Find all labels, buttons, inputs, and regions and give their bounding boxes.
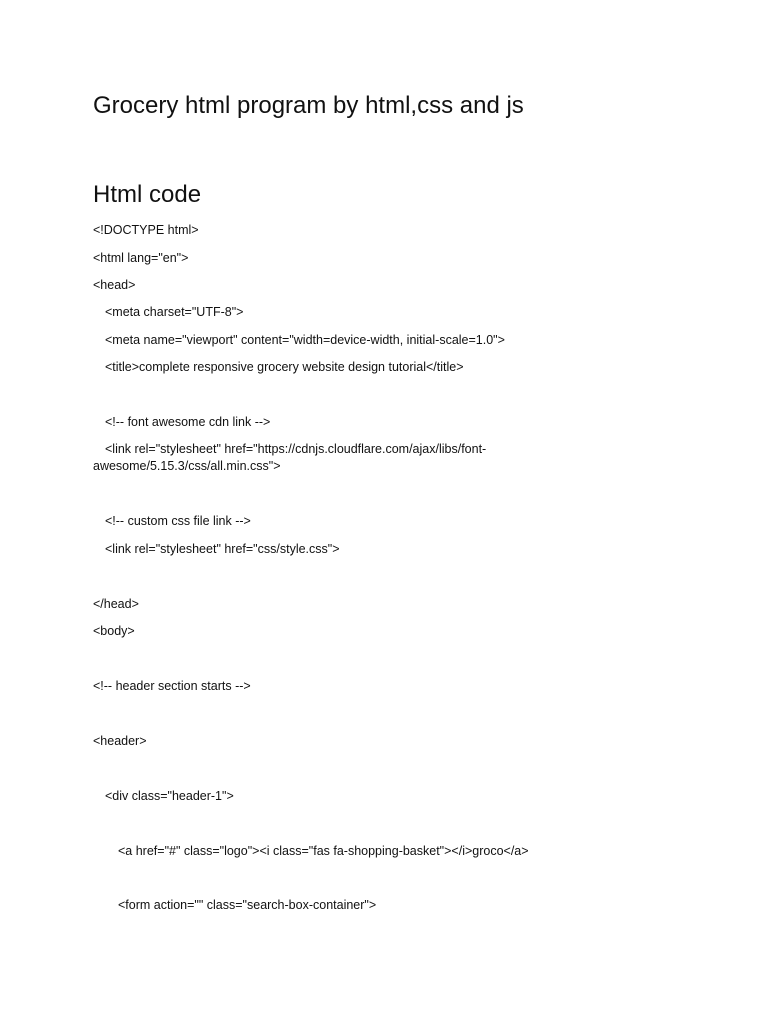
code-line: <!-- header section starts --> xyxy=(93,679,251,693)
code-line: awesome/5.15.3/css/all.min.css"> xyxy=(93,459,281,473)
code-line: <html lang="en"> xyxy=(93,251,189,265)
code-line: <!-- font awesome cdn link --> xyxy=(105,415,271,429)
code-line: </head> xyxy=(93,597,139,611)
code-line: <!DOCTYPE html> xyxy=(93,223,199,237)
code-line: <body> xyxy=(93,624,135,638)
code-line: <link rel="stylesheet" href="css/style.css"> xyxy=(105,542,340,556)
code-line: <form action="" class="search-box-container"> xyxy=(118,898,377,912)
code-line: <head> xyxy=(93,278,136,292)
section-heading: Html code xyxy=(93,181,202,208)
code-line: <!-- custom css file link --> xyxy=(105,514,251,528)
code-line: <title>complete responsive grocery website design tutorial</title> xyxy=(105,360,464,374)
code-line: <a href="#" class="logo"><i class="fas fa-shopping-basket"></i>groco</a> xyxy=(118,844,529,858)
code-line: <header> xyxy=(93,734,147,748)
code-line: <meta charset="UTF-8"> xyxy=(105,305,244,319)
document-title: Grocery html program by html,css and js xyxy=(93,92,524,119)
code-line: <link rel="stylesheet" href="https://cdnjs.cloudflare.com/ajax/libs/font- xyxy=(105,442,487,456)
code-line: <div class="header-1"> xyxy=(105,789,234,803)
code-line: <meta name="viewport" content="width=device-width, initial-scale=1.0"> xyxy=(105,333,505,347)
